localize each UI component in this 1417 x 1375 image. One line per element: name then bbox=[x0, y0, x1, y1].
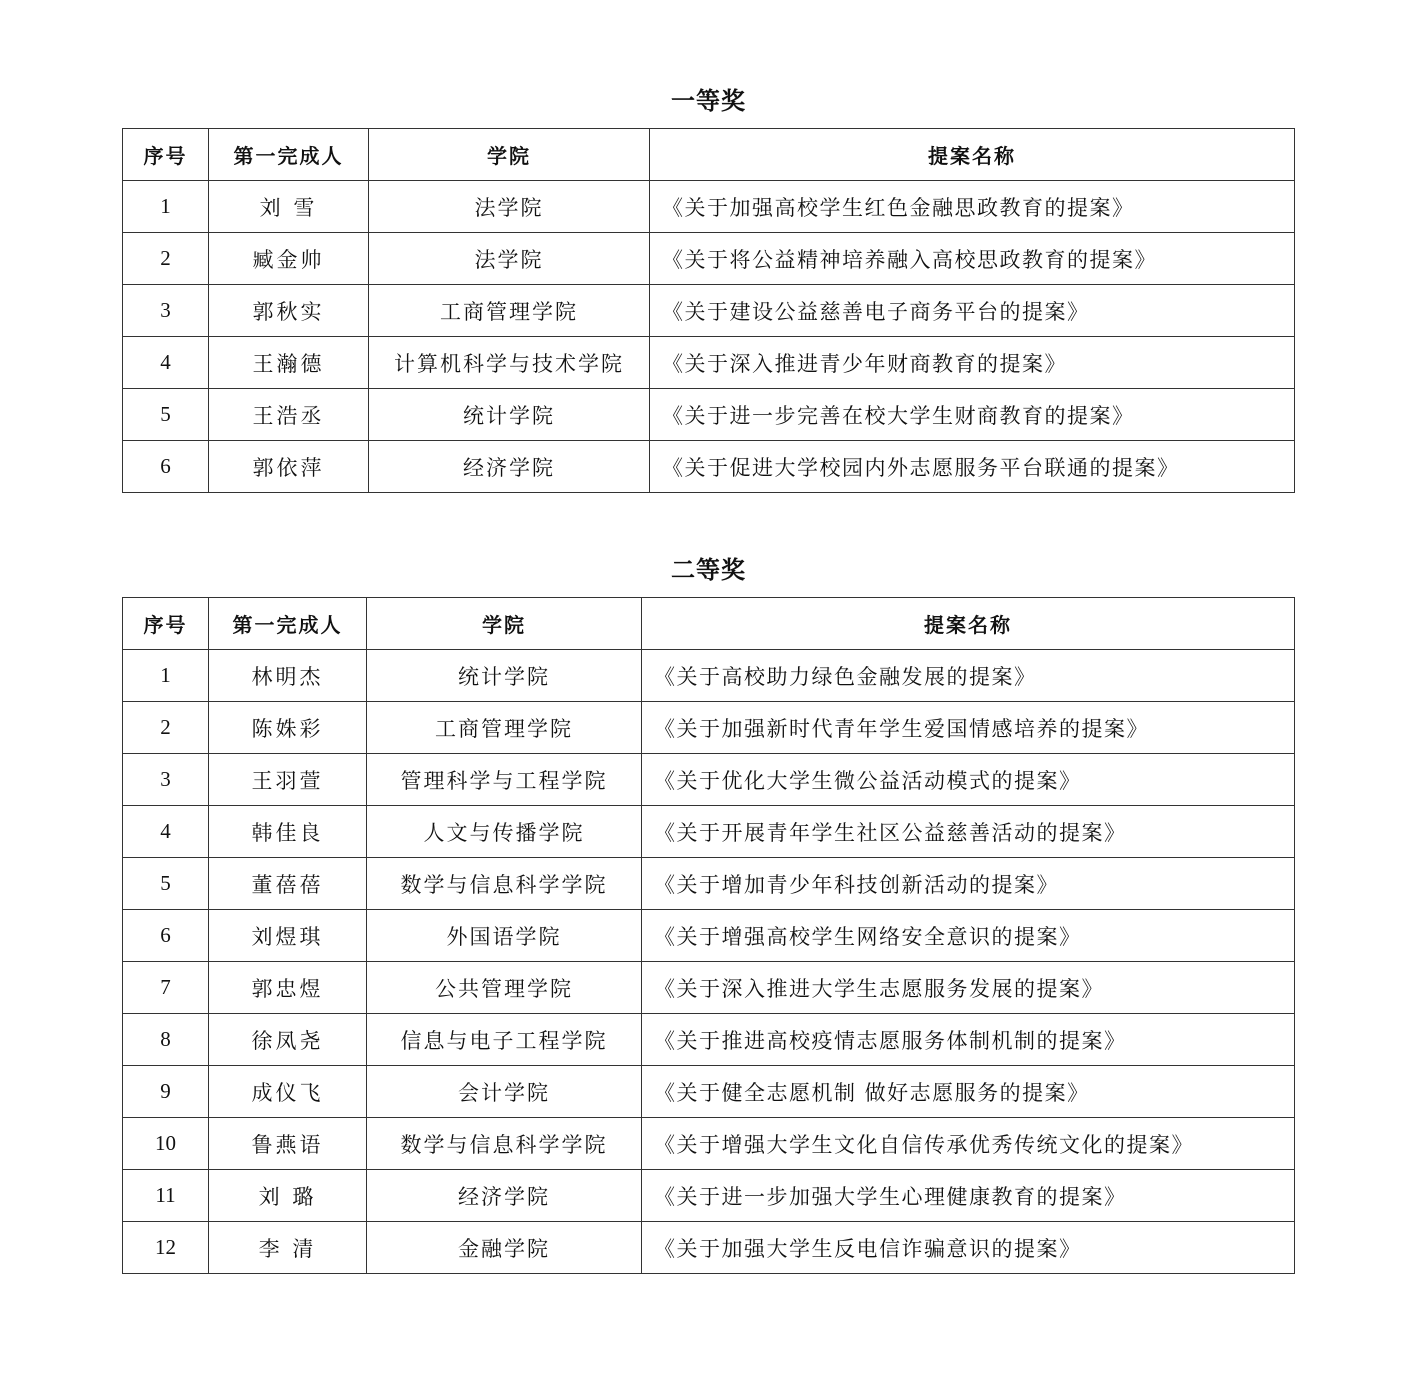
row-proposal-name: 《关于建设公益慈善电子商务平台的提案》 bbox=[650, 285, 1295, 337]
row-index: 5 bbox=[123, 858, 209, 910]
row-index: 9 bbox=[123, 1066, 209, 1118]
table-row bbox=[123, 389, 1295, 441]
row-college: 经济学院 bbox=[367, 1170, 642, 1222]
second-prize-title: 二等奖 bbox=[671, 556, 746, 584]
row-proposal-name: 《关于高校助力绿色金融发展的提案》 bbox=[642, 650, 1295, 702]
table-row bbox=[123, 650, 1295, 702]
table-row bbox=[123, 754, 1295, 806]
table-row bbox=[123, 1118, 1295, 1170]
table-row bbox=[123, 1066, 1295, 1118]
table-row bbox=[123, 181, 1295, 233]
row-first-author: 李 清 bbox=[209, 1222, 367, 1274]
row-proposal-name: 《关于健全志愿机制 做好志愿服务的提案》 bbox=[642, 1066, 1295, 1118]
row-index: 6 bbox=[123, 910, 209, 962]
row-first-author: 臧金帅 bbox=[209, 233, 369, 285]
header-proposal-name: 提案名称 bbox=[642, 598, 1295, 650]
table-header-row bbox=[123, 598, 1295, 650]
row-college: 计算机科学与技术学院 bbox=[369, 337, 650, 389]
row-index: 4 bbox=[123, 337, 209, 389]
header-proposal-name: 提案名称 bbox=[650, 129, 1295, 181]
row-first-author: 林明杰 bbox=[209, 650, 367, 702]
row-proposal-name: 《关于开展青年学生社区公益慈善活动的提案》 bbox=[642, 806, 1295, 858]
header-index: 序号 bbox=[123, 598, 209, 650]
first-prize-title: 一等奖 bbox=[671, 87, 746, 115]
row-college: 统计学院 bbox=[369, 389, 650, 441]
table-row bbox=[123, 962, 1295, 1014]
row-college: 数学与信息科学学院 bbox=[367, 1118, 642, 1170]
header-college: 学院 bbox=[369, 129, 650, 181]
row-index: 5 bbox=[123, 389, 209, 441]
row-college: 外国语学院 bbox=[367, 910, 642, 962]
row-proposal-name: 《关于加强高校学生红色金融思政教育的提案》 bbox=[650, 181, 1295, 233]
row-index: 7 bbox=[123, 962, 209, 1014]
row-first-author: 刘 璐 bbox=[209, 1170, 367, 1222]
row-index: 2 bbox=[123, 233, 209, 285]
table-row bbox=[123, 1170, 1295, 1222]
header-index: 序号 bbox=[123, 129, 209, 181]
row-proposal-name: 《关于深入推进大学生志愿服务发展的提案》 bbox=[642, 962, 1295, 1014]
row-first-author: 徐凤尧 bbox=[209, 1014, 367, 1066]
row-proposal-name: 《关于进一步加强大学生心理健康教育的提案》 bbox=[642, 1170, 1295, 1222]
row-college: 经济学院 bbox=[369, 441, 650, 493]
header-first-author: 第一完成人 bbox=[209, 598, 367, 650]
first-prize-table bbox=[122, 128, 1295, 493]
row-index: 1 bbox=[123, 650, 209, 702]
header-first-author: 第一完成人 bbox=[209, 129, 369, 181]
first-prize-rows bbox=[123, 181, 1295, 493]
row-college: 会计学院 bbox=[367, 1066, 642, 1118]
row-first-author: 成仪飞 bbox=[209, 1066, 367, 1118]
table-row bbox=[123, 337, 1295, 389]
row-first-author: 刘煜琪 bbox=[209, 910, 367, 962]
table-row bbox=[123, 1222, 1295, 1274]
table-row bbox=[123, 702, 1295, 754]
row-college: 信息与电子工程学院 bbox=[367, 1014, 642, 1066]
row-first-author: 郭秋实 bbox=[209, 285, 369, 337]
row-first-author: 郭依萍 bbox=[209, 441, 369, 493]
row-college: 法学院 bbox=[369, 181, 650, 233]
row-index: 6 bbox=[123, 441, 209, 493]
table-row bbox=[123, 910, 1295, 962]
row-first-author: 陈姝彩 bbox=[209, 702, 367, 754]
row-proposal-name: 《关于加强大学生反电信诈骗意识的提案》 bbox=[642, 1222, 1295, 1274]
second-prize-rows bbox=[123, 650, 1295, 1274]
row-index: 4 bbox=[123, 806, 209, 858]
row-proposal-name: 《关于推进高校疫情志愿服务体制机制的提案》 bbox=[642, 1014, 1295, 1066]
row-index: 1 bbox=[123, 181, 209, 233]
row-proposal-name: 《关于增强高校学生网络安全意识的提案》 bbox=[642, 910, 1295, 962]
row-proposal-name: 《关于进一步完善在校大学生财商教育的提案》 bbox=[650, 389, 1295, 441]
row-index: 3 bbox=[123, 754, 209, 806]
header-college: 学院 bbox=[367, 598, 642, 650]
row-index: 3 bbox=[123, 285, 209, 337]
row-college: 统计学院 bbox=[367, 650, 642, 702]
row-index: 12 bbox=[123, 1222, 209, 1274]
row-proposal-name: 《关于增强大学生文化自信传承优秀传统文化的提案》 bbox=[642, 1118, 1295, 1170]
row-index: 2 bbox=[123, 702, 209, 754]
row-first-author: 郭忠煜 bbox=[209, 962, 367, 1014]
row-first-author: 王瀚德 bbox=[209, 337, 369, 389]
row-proposal-name: 《关于将公益精神培养融入高校思政教育的提案》 bbox=[650, 233, 1295, 285]
second-prize-table bbox=[122, 597, 1295, 1274]
table-row bbox=[123, 1014, 1295, 1066]
row-college: 金融学院 bbox=[367, 1222, 642, 1274]
row-college: 工商管理学院 bbox=[367, 702, 642, 754]
row-index: 10 bbox=[123, 1118, 209, 1170]
row-proposal-name: 《关于增加青少年科技创新活动的提案》 bbox=[642, 858, 1295, 910]
table-row bbox=[123, 233, 1295, 285]
row-college: 公共管理学院 bbox=[367, 962, 642, 1014]
row-index: 11 bbox=[123, 1170, 209, 1222]
row-first-author: 董蓓蓓 bbox=[209, 858, 367, 910]
row-college: 法学院 bbox=[369, 233, 650, 285]
row-college: 人文与传播学院 bbox=[367, 806, 642, 858]
table-row bbox=[123, 858, 1295, 910]
row-proposal-name: 《关于促进大学校园内外志愿服务平台联通的提案》 bbox=[650, 441, 1295, 493]
row-first-author: 王浩丞 bbox=[209, 389, 369, 441]
row-first-author: 韩佳良 bbox=[209, 806, 367, 858]
row-proposal-name: 《关于优化大学生微公益活动模式的提案》 bbox=[642, 754, 1295, 806]
table-row bbox=[123, 285, 1295, 337]
row-index: 8 bbox=[123, 1014, 209, 1066]
row-first-author: 鲁燕语 bbox=[209, 1118, 367, 1170]
row-proposal-name: 《关于深入推进青少年财商教育的提案》 bbox=[650, 337, 1295, 389]
row-college: 工商管理学院 bbox=[369, 285, 650, 337]
table-header-row bbox=[123, 129, 1295, 181]
table-row bbox=[123, 806, 1295, 858]
row-first-author: 刘 雪 bbox=[209, 181, 369, 233]
row-proposal-name: 《关于加强新时代青年学生爱国情感培养的提案》 bbox=[642, 702, 1295, 754]
row-college: 管理科学与工程学院 bbox=[367, 754, 642, 806]
table-row bbox=[123, 441, 1295, 493]
row-college: 数学与信息科学学院 bbox=[367, 858, 642, 910]
row-first-author: 王羽萱 bbox=[209, 754, 367, 806]
